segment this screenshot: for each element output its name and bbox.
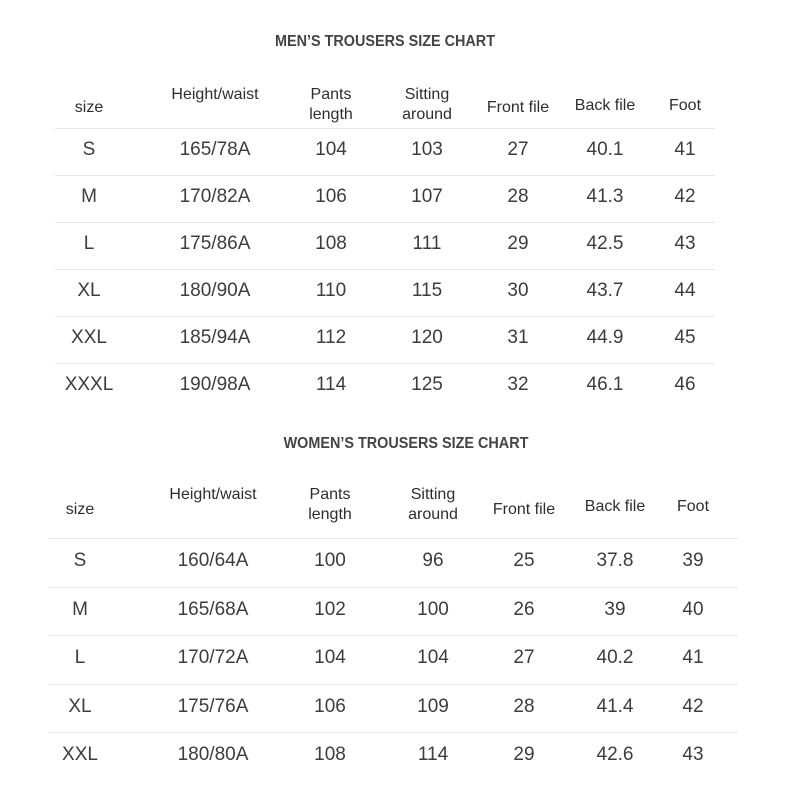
women-cell-back-file: 42.6 bbox=[596, 744, 634, 765]
women-cell-height-waist: 170/72A bbox=[177, 647, 249, 668]
women-cell-front-file: 28 bbox=[513, 695, 535, 717]
men-cell-sitting-around: 120 bbox=[411, 327, 443, 348]
men-cell-height-waist: 165/78A bbox=[179, 139, 251, 160]
men-cell-back-file: 43.7 bbox=[586, 280, 624, 301]
table-row bbox=[55, 175, 715, 223]
men-cell-foot: 45 bbox=[674, 327, 696, 348]
women-header-foot: Foot bbox=[676, 498, 710, 515]
men-cell-foot: 46 bbox=[674, 374, 696, 395]
women-cell-height-waist: 175/76A bbox=[177, 695, 249, 717]
men-cell-pants-length: 106 bbox=[315, 186, 347, 207]
men-size-chart-title: MEN’S TROUSERS SIZE CHART bbox=[274, 33, 496, 50]
men-size-table bbox=[55, 80, 715, 410]
women-size-chart-title: WOMEN’S TROUSERS SIZE CHART bbox=[283, 435, 529, 452]
men-cell-front-file: 32 bbox=[507, 374, 529, 395]
women-cell-size: M bbox=[72, 598, 88, 620]
table-row bbox=[55, 222, 715, 270]
women-cell-pants-length: 102 bbox=[314, 598, 346, 620]
men-cell-back-file: 46.1 bbox=[586, 374, 624, 395]
women-cell-sitting-around: 96 bbox=[422, 550, 444, 571]
women-cell-foot: 42 bbox=[682, 695, 704, 717]
table-row bbox=[48, 538, 738, 588]
men-cell-foot: 41 bbox=[674, 139, 696, 160]
women-cell-pants-length: 108 bbox=[314, 744, 346, 765]
men-cell-foot: 43 bbox=[674, 233, 696, 254]
women-header-sitting-around: Sitting around bbox=[408, 486, 458, 523]
women-cell-pants-length: 100 bbox=[314, 550, 346, 571]
men-cell-sitting-around: 125 bbox=[411, 374, 443, 395]
women-cell-pants-length: 106 bbox=[314, 695, 346, 717]
men-cell-height-waist: 185/94A bbox=[179, 327, 251, 348]
table-row bbox=[48, 587, 738, 637]
men-cell-size: L bbox=[83, 233, 95, 254]
men-header-pants-length: Pants length bbox=[309, 86, 353, 123]
men-cell-pants-length: 104 bbox=[315, 139, 347, 160]
men-cell-front-file: 27 bbox=[507, 139, 529, 160]
table-row bbox=[55, 316, 715, 364]
table-row bbox=[55, 128, 715, 176]
women-cell-foot: 40 bbox=[682, 598, 704, 620]
men-cell-sitting-around: 115 bbox=[411, 280, 443, 301]
women-cell-front-file: 27 bbox=[513, 647, 535, 668]
men-header-back-file: Back file bbox=[574, 97, 636, 114]
men-header-foot: Foot bbox=[668, 97, 702, 114]
men-cell-front-file: 30 bbox=[507, 280, 529, 301]
men-cell-height-waist: 180/90A bbox=[179, 280, 251, 301]
women-cell-size: XL bbox=[68, 695, 92, 717]
men-cell-pants-length: 112 bbox=[315, 327, 347, 348]
table-row bbox=[55, 363, 715, 411]
men-header-height-waist: Height/waist bbox=[171, 86, 259, 103]
women-cell-height-waist: 180/80A bbox=[177, 744, 249, 765]
table-row bbox=[55, 269, 715, 317]
women-cell-size: S bbox=[73, 550, 87, 571]
men-cell-size: XL bbox=[77, 280, 101, 301]
women-cell-sitting-around: 104 bbox=[417, 647, 449, 668]
men-cell-back-file: 42.5 bbox=[586, 233, 624, 254]
women-cell-back-file: 40.2 bbox=[596, 647, 634, 668]
women-cell-size: XXL bbox=[62, 744, 98, 765]
women-cell-sitting-around: 109 bbox=[417, 695, 449, 717]
men-cell-pants-length: 110 bbox=[315, 280, 347, 301]
men-cell-height-waist: 175/86A bbox=[179, 233, 251, 254]
men-cell-size: XXXL bbox=[64, 374, 114, 395]
women-cell-height-waist: 165/68A bbox=[177, 598, 249, 620]
men-header-size: size bbox=[74, 99, 104, 116]
men-cell-sitting-around: 103 bbox=[411, 139, 443, 160]
women-cell-pants-length: 104 bbox=[314, 647, 346, 668]
men-cell-front-file: 31 bbox=[507, 327, 529, 348]
men-cell-foot: 44 bbox=[674, 280, 696, 301]
men-cell-back-file: 40.1 bbox=[586, 139, 624, 160]
table-row bbox=[48, 732, 738, 782]
table-row bbox=[48, 635, 738, 685]
women-cell-back-file: 39 bbox=[604, 598, 626, 620]
women-cell-sitting-around: 100 bbox=[417, 598, 449, 620]
men-cell-size: XXL bbox=[71, 327, 107, 348]
men-cell-pants-length: 114 bbox=[315, 374, 347, 395]
women-header-height-waist: Height/waist bbox=[169, 486, 257, 503]
men-cell-sitting-around: 107 bbox=[411, 186, 443, 207]
men-cell-size: S bbox=[82, 139, 96, 160]
men-cell-height-waist: 170/82A bbox=[179, 186, 251, 207]
men-cell-front-file: 29 bbox=[507, 233, 529, 254]
men-header-front-file: Front file bbox=[486, 99, 550, 116]
women-header-back-file: Back file bbox=[584, 498, 646, 515]
men-cell-height-waist: 190/98A bbox=[179, 374, 251, 395]
men-cell-foot: 42 bbox=[674, 186, 696, 207]
women-cell-foot: 43 bbox=[682, 744, 704, 765]
men-cell-pants-length: 108 bbox=[315, 233, 347, 254]
women-cell-foot: 39 bbox=[682, 550, 704, 571]
women-cell-front-file: 25 bbox=[513, 550, 535, 571]
women-header-front-file: Front file bbox=[492, 501, 556, 518]
women-cell-foot: 41 bbox=[682, 647, 704, 668]
women-cell-back-file: 37.8 bbox=[596, 550, 634, 571]
women-cell-front-file: 26 bbox=[513, 598, 535, 620]
women-cell-front-file: 29 bbox=[513, 744, 535, 765]
men-cell-size: M bbox=[81, 186, 97, 207]
women-header-pants-length: Pants length bbox=[308, 486, 352, 523]
women-cell-sitting-around: 114 bbox=[417, 744, 449, 765]
men-cell-back-file: 41.3 bbox=[586, 186, 624, 207]
men-cell-back-file: 44.9 bbox=[586, 327, 624, 348]
men-header-sitting-around: Sitting around bbox=[402, 86, 452, 123]
men-cell-sitting-around: 111 bbox=[412, 233, 442, 254]
women-cell-height-waist: 160/64A bbox=[177, 550, 249, 571]
women-size-table bbox=[48, 480, 738, 780]
women-cell-size: L bbox=[74, 647, 86, 668]
women-cell-back-file: 41.4 bbox=[596, 695, 634, 717]
table-row bbox=[48, 684, 738, 734]
women-header-size: size bbox=[65, 501, 95, 518]
men-cell-front-file: 28 bbox=[507, 186, 529, 207]
